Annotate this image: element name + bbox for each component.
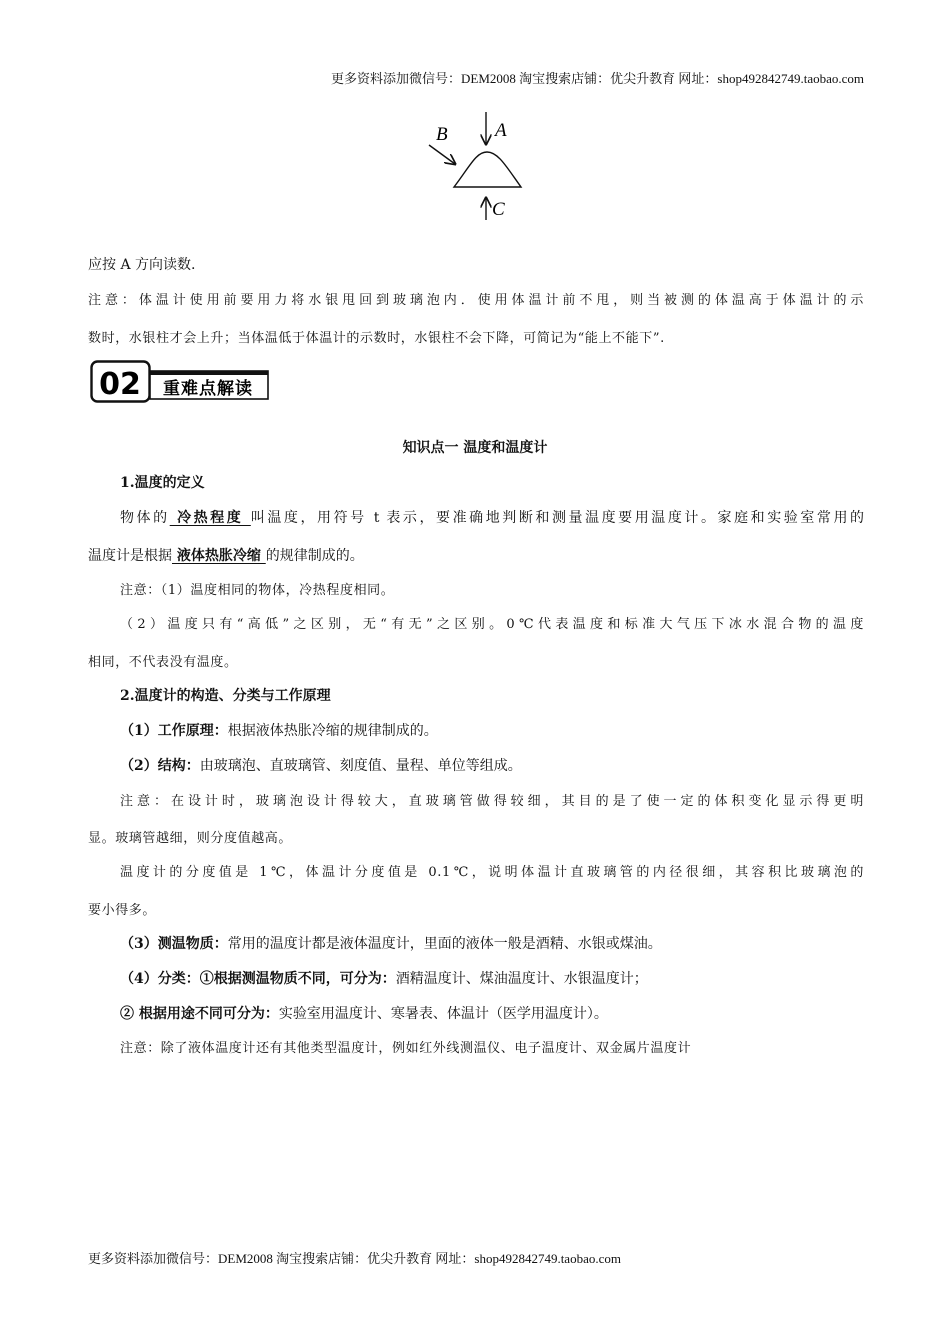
label-b: B [436,124,448,145]
text-classification-use: 实验室用温度计、寒暑表、体温计（医学用温度计）。 [278,1006,608,1022]
structure [120,755,864,775]
label-classification: （4）分类：①根据测温物质不同，可分为： [120,971,396,987]
page-footer: 更多资料添加微信号：DEM2008 淘宝搜索店铺：优尖升教育 网址：shop492842749.taobao.com [88,1251,621,1266]
other-thermometers-note: 注意：除了液体温度计还有其他类型温度计，例如红外线测温仪、电子温度计、双金属片温度计 [120,1041,692,1056]
read-direction-text: 应按 A 方向读数. [88,257,196,273]
label-a: A [495,120,507,141]
label-classification-use: ② 根据用途不同可分为： [120,1006,279,1022]
text-segment: 温度计是根据 [88,548,172,564]
definition-line-1 [120,507,864,527]
mercury-column-cross-section [454,152,521,187]
label-c: C [492,199,505,220]
definition-note-1: 注意：（1）温度相同的物体，冷热程度相同。 [120,583,395,598]
arrow-b [429,145,455,164]
definition-line-2 [88,545,864,565]
text-segment: 物体的 [120,510,170,526]
definition-note-2-line-1: （2）温度只有“高低”之区别，无“有无”之区别。0℃代表温度和标准大气压下冰水混合物的温度 [120,617,864,632]
division-value-line-1: 温度计的分度值是 1℃，体温计分度值是 0.1℃，说明体温计直玻璃管的内径很细，其容积比玻璃泡的 [120,865,864,880]
label-measuring-substance: （3）测温物质： [120,936,228,952]
division-value-line-2: 要小得多。 [88,903,157,918]
section-title: 重难点解读 [163,379,253,399]
text-structure: 由玻璃泡、直玻璃管、刻度值、量程、单位等组成。 [199,758,522,774]
section-number: 02 [99,367,141,402]
structure-note-line-1: 注意：在设计时，玻璃泡设计得较大，直玻璃管做得较细，其目的是了使一定的体积变化显示得更明 [120,794,864,809]
working-principle [120,720,864,740]
text-classification: 酒精温度计、煤油温度计、水银温度计； [395,971,648,987]
page-header: 更多资料添加微信号：DEM2008 淘宝搜索店铺：优尖升教育 网址：shop492842749.taobao.com [331,71,864,86]
label-structure: （2）结构： [120,758,200,774]
heading-thermometer-structure: 2.温度计的构造、分类与工作原理 [120,688,331,704]
blank-answer-hot-cold-degree: 冷热程度 [169,510,251,526]
knowledge-point-title: 知识点一 温度和温度计 [402,440,548,456]
text-working-principle: 根据液体热胀冷缩的规律制成的。 [227,723,438,739]
thermometer-reading-diagram [420,108,540,223]
classification-by-substance [120,968,864,988]
text-measuring-substance: 常用的温度计都是液体温度计，里面的液体一般是酒精、水银或煤油。 [227,936,662,952]
measuring-substance [120,933,864,953]
note-1-line-2: 数时，水银柱才会上升；当体温低于体温计的示数时，水银柱不会下降，可简记为“能上不能下”. [88,331,665,346]
label-working-principle: （1）工作原理： [120,723,228,739]
blank-answer-thermal-expansion: 液体热胀冷缩 [172,548,266,564]
text-segment: 叫温度，用符号 t 表示，要准确地判断和测量温度要用温度计。家庭和实验室常用的 [250,510,865,526]
section-badge [90,360,272,404]
text-segment: 的规律制成的。 [265,548,364,564]
note-1-line-1: 注意：体温计使用前要用力将水银甩回到玻璃泡内．使用体温计前不甩，则当被测的体温高于体温计的示 [88,293,864,308]
structure-note-line-2: 显。玻璃管越细，则分度值越高。 [88,831,293,846]
classification-by-use [120,1003,864,1023]
definition-note-2-line-2: 相同，不代表没有温度。 [88,655,238,670]
heading-temperature-definition: 1.温度的定义 [120,475,205,491]
